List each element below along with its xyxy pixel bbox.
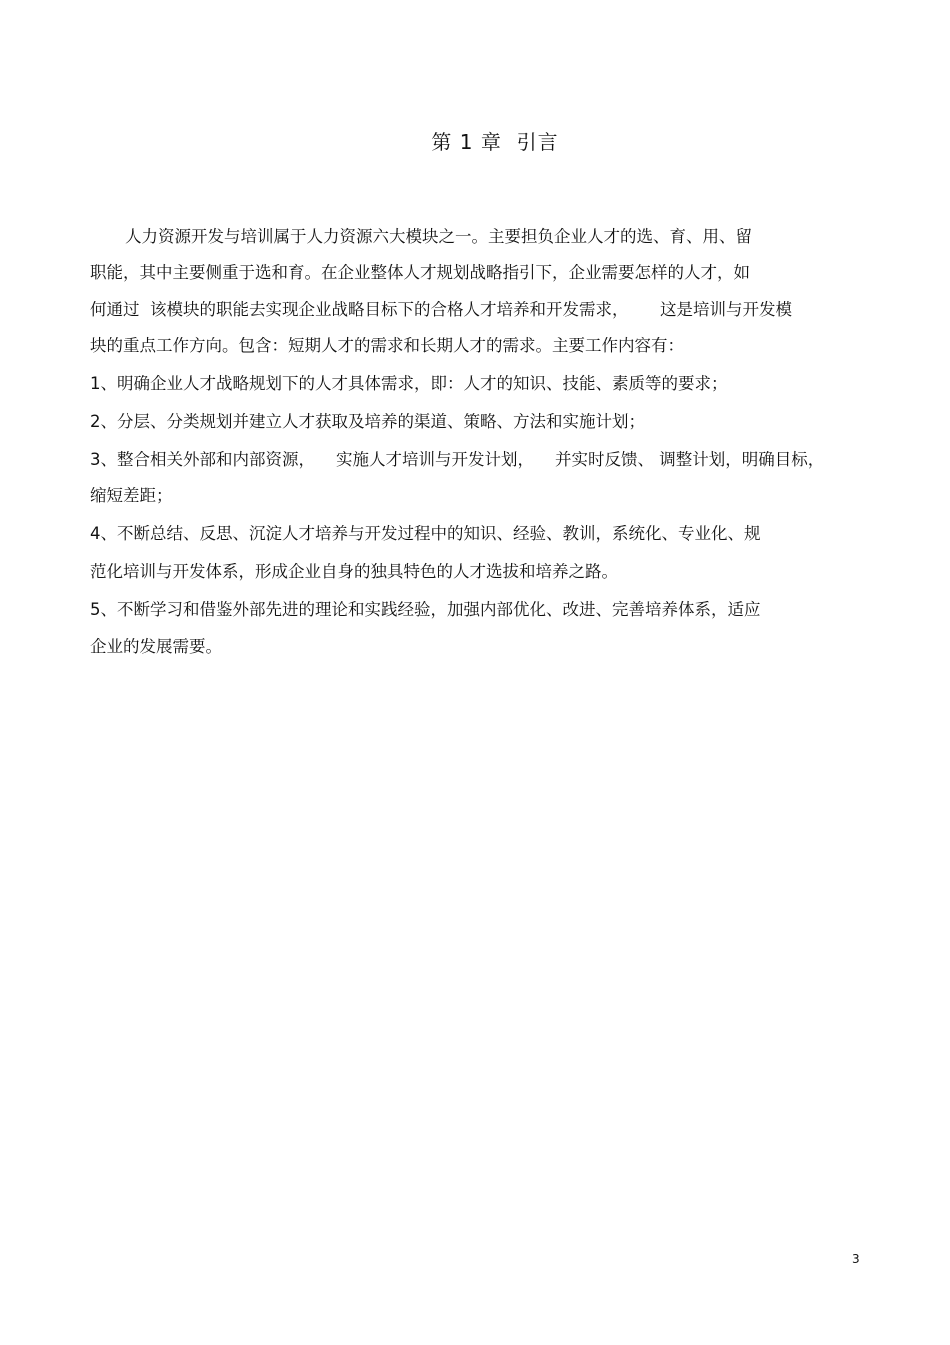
list-item-3-line-1: 3、整合相关外部和内部资源， 实施人才培训与开发计划， 并实时反馈、 调整计划，明确目标， [90, 450, 825, 469]
list-item-5-line-2: 企业的发展需要。 [90, 637, 222, 656]
list-item-4-line-2: 范化培训与开发体系，形成企业自身的独具特色的人才选拔和培养之路。 [90, 562, 618, 581]
list-item-2: 2、分层、分类规划并建立人才获取及培养的渠道、策略、方法和实施计划； [90, 412, 645, 431]
chapter-title: 第 1 章 引言 [431, 130, 559, 154]
list-item-4-line-1: 4、不断总结、反思、沉淀人才培养与开发过程中的知识、经验、教训，系统化、专业化、规 [90, 524, 761, 543]
paragraph-line-1: 人力资源开发与培训属于人力资源六大模块之一。主要担负企业人才的选、育、用、留 [125, 227, 752, 246]
paragraph-line-3: 何通过 该模块的职能去实现企业战略目标下的合格人才培养和开发需求， 这是培训与开发模 [90, 300, 792, 319]
paragraph-line-4: 块的重点工作方向。包含：短期人才的需求和长期人才的需求。主要工作内容有： [90, 336, 684, 355]
list-item-3-line-2: 缩短差距； [90, 486, 173, 505]
paragraph-line-2: 职能，其中主要侧重于选和育。在企业整体人才规划战略指引下，企业需要怎样的人才，如 [90, 263, 750, 282]
list-item-5-line-1: 5、不断学习和借鉴外部先进的理论和实践经验，加强内部优化、改进、完善培养体系，适应 [90, 600, 761, 619]
page-number: 3 [852, 1252, 860, 1266]
list-item-1: 1、明确企业人才战略规划下的人才具体需求，即：人才的知识、技能、素质等的要求； [90, 374, 728, 393]
